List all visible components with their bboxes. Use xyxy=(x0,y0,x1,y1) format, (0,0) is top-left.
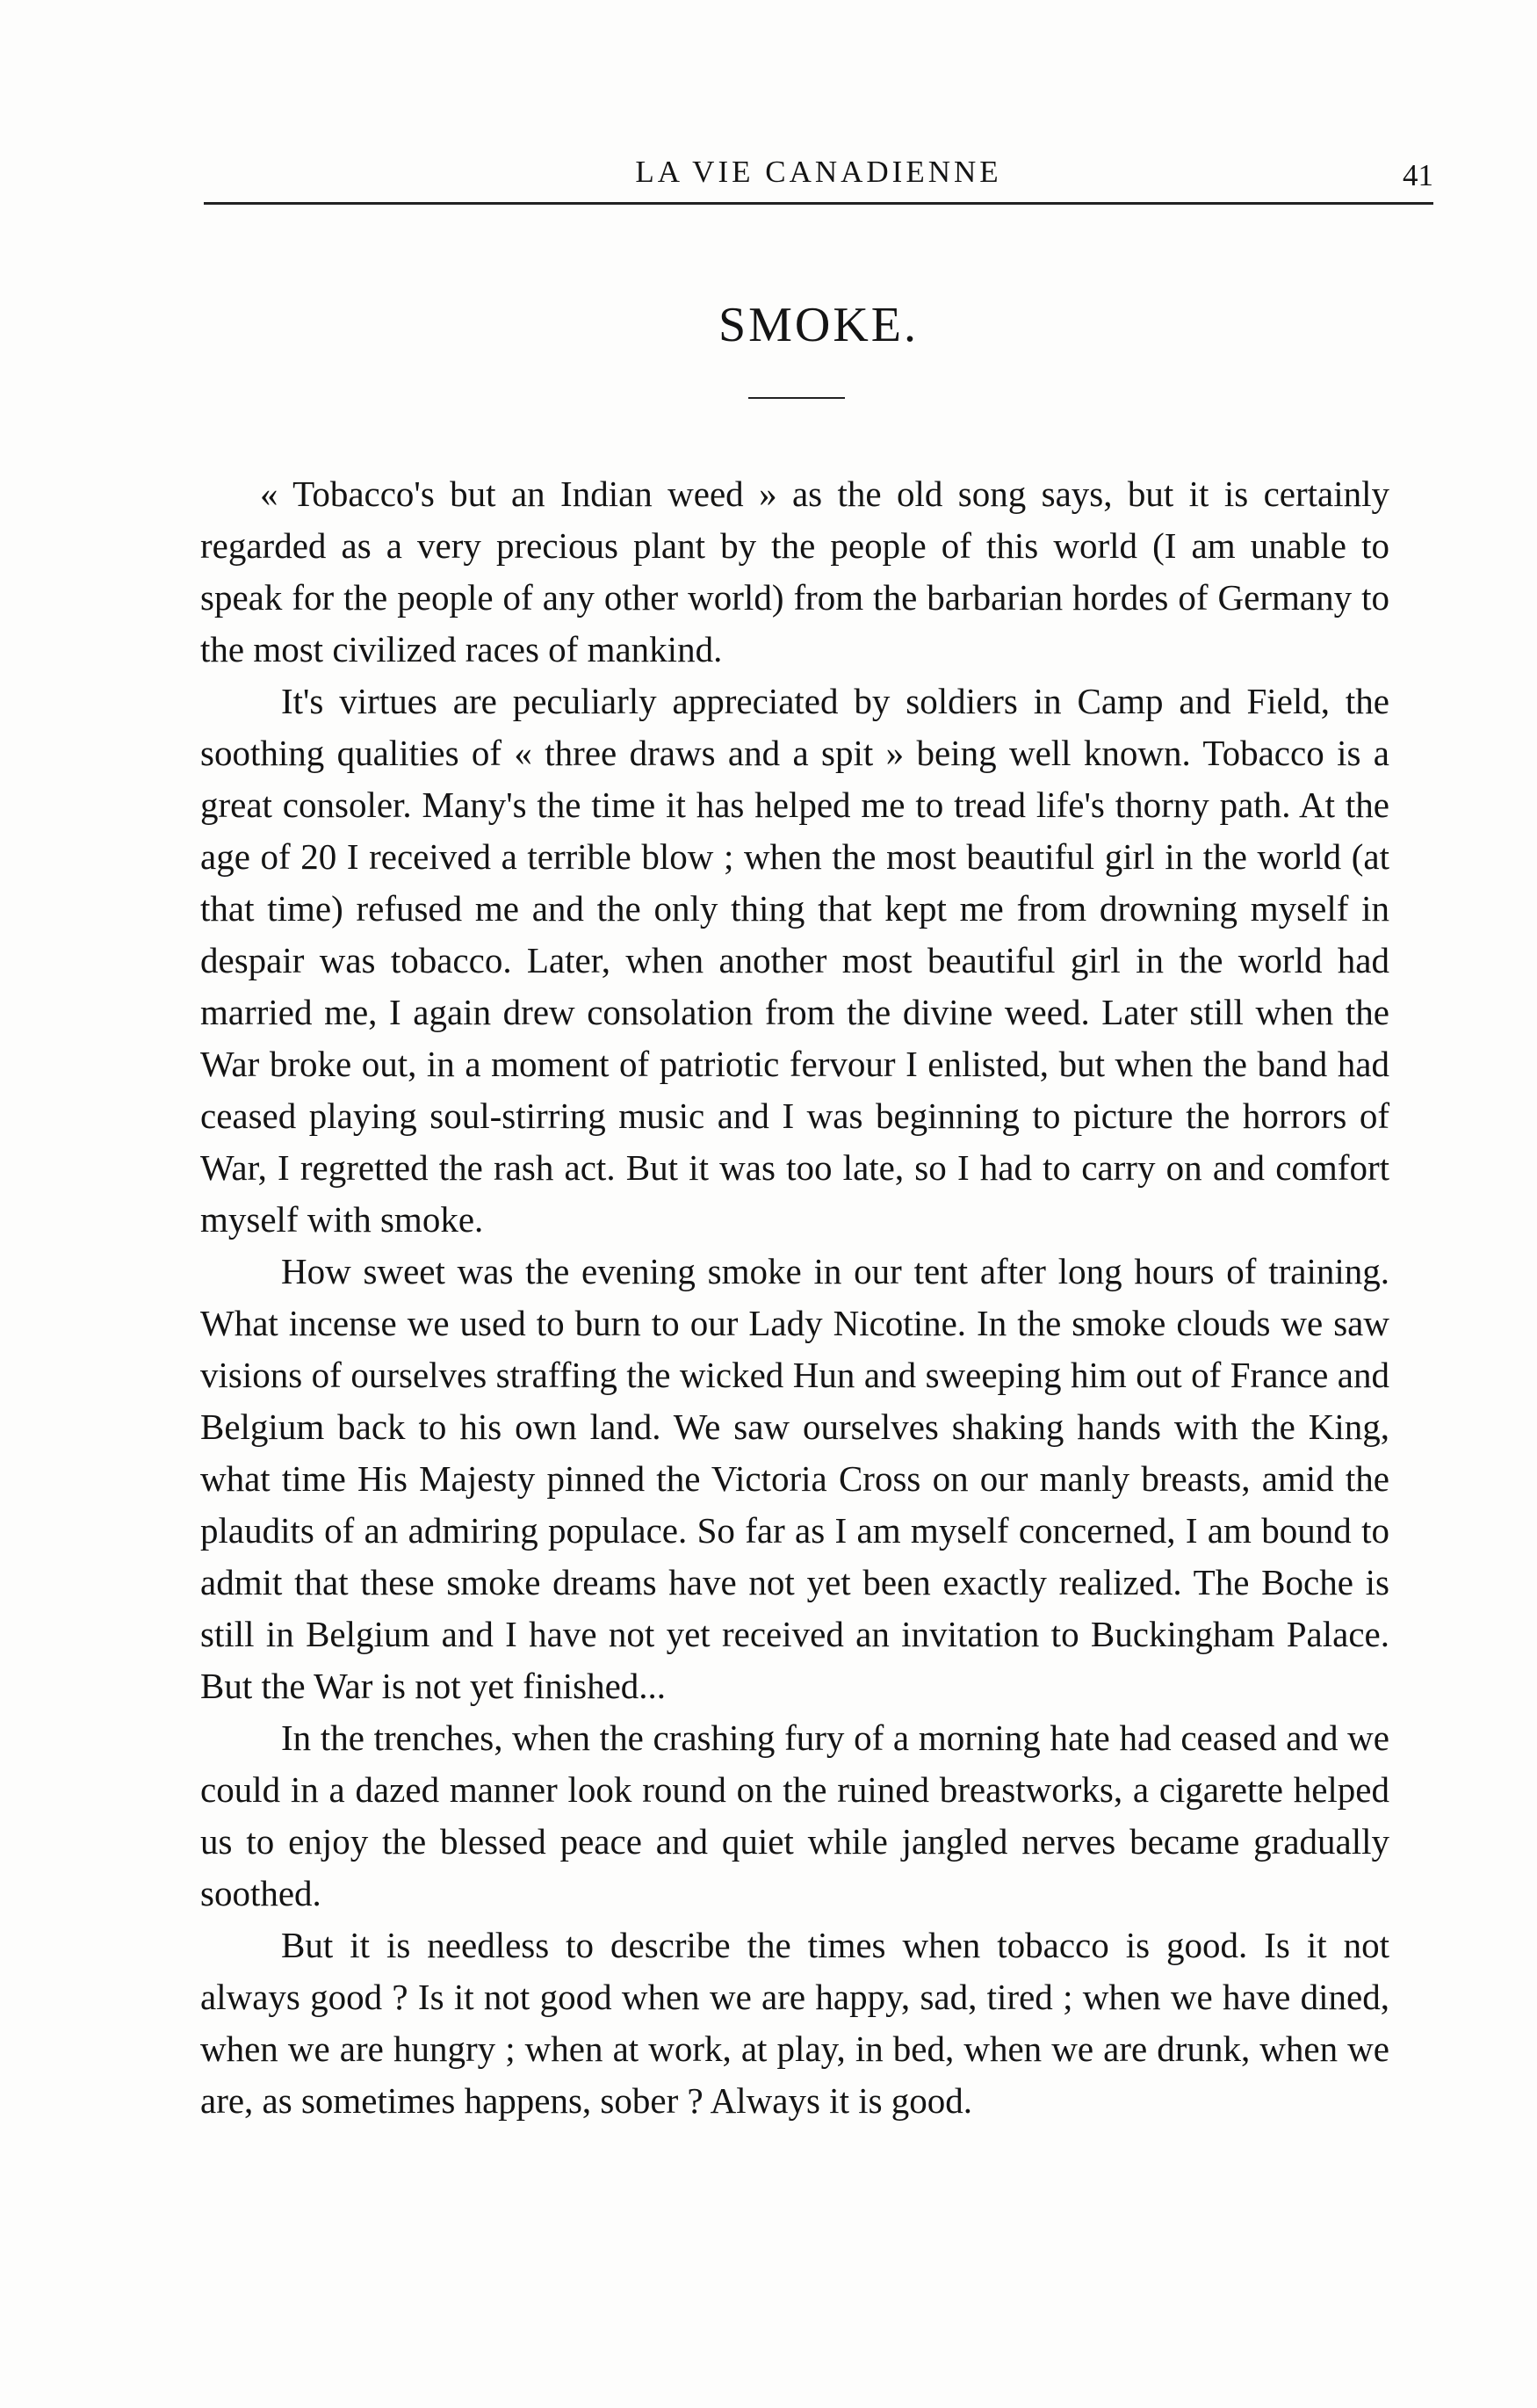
page-number: 41 xyxy=(1403,158,1433,192)
title-divider xyxy=(748,397,845,399)
paragraph-5: But it is needless to describe the times when tobacco is good. Is it not always good ? Is it not good when we are happy, sad, tired ; when we have dined, when we are hungry ; when at work, at play, in bed, when we are drunk, when we are, as sometimes happens, sober ? Always it is good. xyxy=(200,1925,1389,2121)
running-head xyxy=(204,148,1433,197)
article-title: SMOKE. xyxy=(718,298,920,352)
paragraph-4: In the trenches, when the crashing fury of a morning hate had ceased and we could in a dazed manner look round on the ruined breastworks, a cigarette helped us to enjoy the blessed peace and quiet while jangled nerves became gradually soothed. xyxy=(200,1717,1389,1913)
journal-title: LA VIE CANADIENNE xyxy=(635,155,1002,189)
article-body xyxy=(200,468,1389,2127)
paragraph-2: It's virtues are peculiarly appreciated by soldiers in Camp and Field, the soothing qualities of « three draws and a spit » being well known. Tobacco is a great consoler. Many's the time it has helped me to tread life's thorny path. At the age of 20 I received a terrible blow ; when the most beautiful girl in the world (at that time) refused me and the only thing that kept me from drowning myself in despair was tobacco. Later, when another most beautiful girl in the world had married me, I again drew consolation from the divine weed. Later still when the War broke out, in a moment of patriotic fervour I enlisted, but when the band had ceased playing soul-stirring music and I was beginning to picture the horrors of War, I regretted the rash act. But it was too late, so I had to carry on and comfort myself with smoke. xyxy=(200,681,1389,1240)
paragraph-3: How sweet was the evening smoke in our tent after long hours of training. What incense we used to burn to our Lady Nicotine. In the smoke clouds we saw visions of ourselves straffing the wicked Hun and sweeping him out of France and Belgium back to his own land. We saw ourselves shaking hands with the King, what time His Majesty pinned the Victoria Cross on our manly breasts, amid the plaudits of an admiring populace. So far as I am myself concerned, I am bound to admit that these smoke dreams have not yet been exactly realized. The Boche is still in Belgium and I have not yet received an invitation to Buckingham Palace. But the War is not yet finished... xyxy=(200,1251,1389,1706)
paragraph-1: « Tobacco's but an Indian weed » as the old song says, but it is certainly regarded as a very precious plant by the people of this world (I am unable to speak for the people of any other world) from the barbarian hordes of Germany to the most civilized races of mankind. xyxy=(200,474,1389,669)
header-divider xyxy=(204,202,1433,205)
